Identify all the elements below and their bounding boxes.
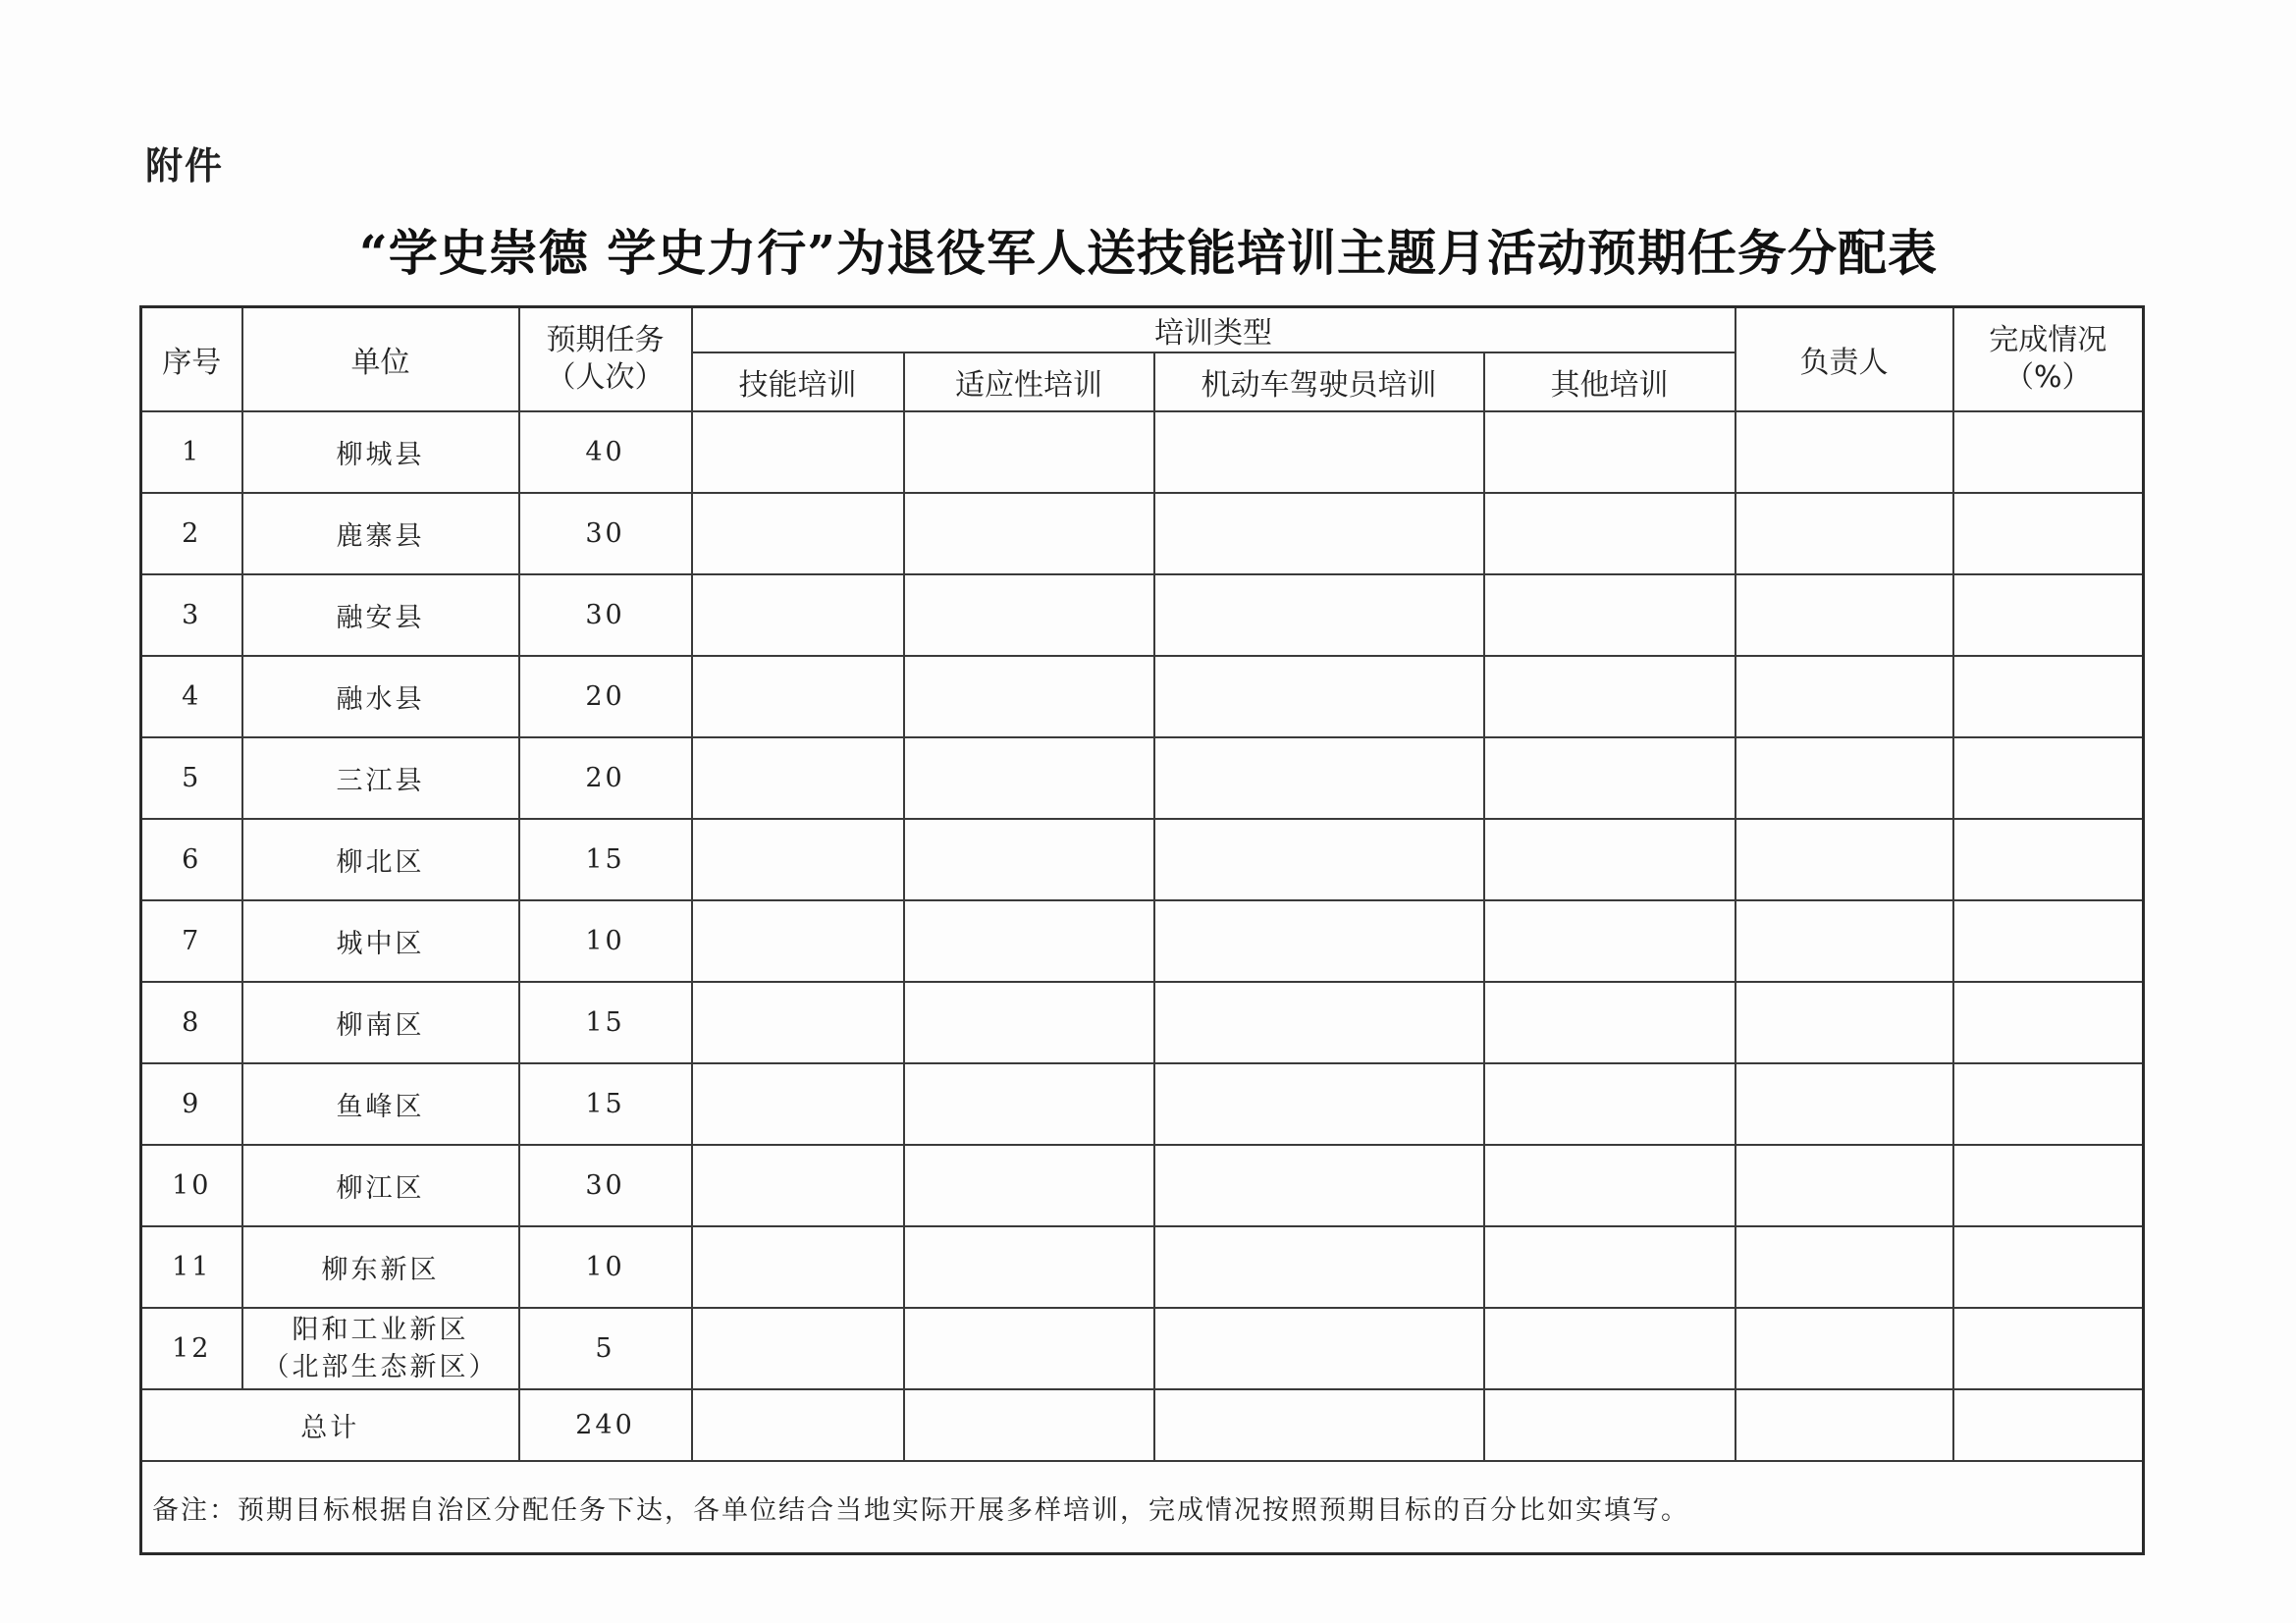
header-completion [1953,307,2144,412]
attachment-label: 附件 [145,144,225,188]
cell-seq: 8 [141,982,242,1063]
total-label: 总计 [141,1389,519,1461]
header-expected [519,307,692,412]
header-unit: 单位 [242,307,519,412]
cell-completion[interactable] [1953,1145,2144,1226]
header-seq: 序号 [141,307,242,412]
cell-responsible[interactable] [1735,1145,1953,1226]
cell-expected: 30 [519,574,692,656]
header-completion-line1: 完成情况 [1989,323,2108,357]
header-expected-line2: （人次） [546,360,665,395]
cell-driver[interactable] [1154,411,1484,493]
table-row [141,411,2144,493]
cell-other[interactable] [1484,1145,1735,1226]
cell-skill[interactable] [692,411,904,493]
note-row [141,1461,2144,1554]
cell-other[interactable] [1484,737,1735,819]
cell-responsible[interactable] [1735,1226,1953,1308]
cell-unit: 柳东新区 [242,1226,519,1308]
cell-unit: 鹿寨县 [242,493,519,574]
cell-seq: 6 [141,819,242,900]
header-other-training: 其他培训 [1484,352,1735,411]
total-row [141,1389,2144,1461]
cell-adaptive[interactable] [904,574,1154,656]
cell-driver[interactable] [1154,574,1484,656]
cell-other[interactable] [1484,574,1735,656]
cell-seq: 7 [141,900,242,982]
cell-completion[interactable] [1953,656,2144,737]
cell-expected: 15 [519,819,692,900]
cell-skill[interactable] [692,819,904,900]
cell-seq: 2 [141,493,242,574]
cell-adaptive[interactable] [904,819,1154,900]
cell-driver[interactable] [1154,737,1484,819]
cell-other[interactable] [1484,656,1735,737]
cell-skill[interactable] [692,1389,904,1461]
cell-adaptive[interactable] [904,982,1154,1063]
cell-driver[interactable] [1154,1308,1484,1389]
cell-unit-line2: （北部生态新区） [262,1351,499,1382]
header-adaptive-training: 适应性培训 [904,352,1154,411]
cell-expected: 15 [519,1063,692,1145]
cell-skill[interactable] [692,737,904,819]
cell-driver[interactable] [1154,900,1484,982]
cell-other[interactable] [1484,819,1735,900]
cell-skill[interactable] [692,493,904,574]
cell-expected: 20 [519,737,692,819]
cell-completion[interactable] [1953,1226,2144,1308]
cell-skill[interactable] [692,982,904,1063]
cell-completion[interactable] [1953,1389,2144,1461]
cell-adaptive[interactable] [904,1145,1154,1226]
cell-adaptive[interactable] [904,411,1154,493]
cell-unit-line1: 阳和工业新区 [292,1314,469,1345]
cell-adaptive[interactable] [904,737,1154,819]
table-row [141,1226,2144,1308]
cell-expected: 10 [519,900,692,982]
cell-responsible[interactable] [1735,982,1953,1063]
task-allocation-table [139,305,2145,1555]
cell-seq: 9 [141,1063,242,1145]
cell-completion[interactable] [1953,1308,2144,1389]
cell-driver[interactable] [1154,656,1484,737]
cell-expected: 10 [519,1226,692,1308]
cell-responsible[interactable] [1735,819,1953,900]
cell-completion[interactable] [1953,819,2144,900]
cell-completion[interactable] [1953,1063,2144,1145]
cell-seq: 12 [141,1308,242,1389]
cell-skill[interactable] [692,1226,904,1308]
cell-responsible[interactable] [1735,493,1953,574]
cell-seq: 3 [141,574,242,656]
cell-completion[interactable] [1953,493,2144,574]
cell-unit: 融水县 [242,656,519,737]
cell-responsible[interactable] [1735,1063,1953,1145]
cell-expected: 40 [519,411,692,493]
cell-responsible[interactable] [1735,574,1953,656]
cell-adaptive[interactable] [904,493,1154,574]
cell-unit: 柳城县 [242,411,519,493]
cell-driver[interactable] [1154,982,1484,1063]
cell-skill[interactable] [692,1063,904,1145]
cell-completion[interactable] [1953,574,2144,656]
table-row [141,1063,2144,1145]
cell-driver[interactable] [1154,819,1484,900]
cell-driver[interactable] [1154,1226,1484,1308]
cell-driver[interactable] [1154,1063,1484,1145]
cell-seq: 4 [141,656,242,737]
cell-adaptive[interactable] [904,1389,1154,1461]
cell-responsible[interactable] [1735,1389,1953,1461]
cell-completion[interactable] [1953,982,2144,1063]
note-text: 备注：预期目标根据自治区分配任务下达，各单位结合当地实际开展多样培训，完成情况按照预期目标的百分比如实填写。 [141,1461,2144,1554]
cell-unit: 柳北区 [242,819,519,900]
header-expected-line1: 预期任务 [546,323,665,357]
cell-expected: 30 [519,493,692,574]
cell-driver[interactable] [1154,1389,1484,1461]
cell-other[interactable] [1484,982,1735,1063]
cell-other[interactable] [1484,1389,1735,1461]
cell-skill[interactable] [692,900,904,982]
cell-other[interactable] [1484,1226,1735,1308]
table-row [141,656,2144,737]
cell-unit: 鱼峰区 [242,1063,519,1145]
cell-seq: 10 [141,1145,242,1226]
cell-expected: 15 [519,982,692,1063]
cell-adaptive[interactable] [904,1063,1154,1145]
cell-responsible[interactable] [1735,737,1953,819]
header-completion-line2: （%） [2003,360,2092,395]
cell-adaptive[interactable] [904,900,1154,982]
cell-expected: 30 [519,1145,692,1226]
cell-adaptive[interactable] [904,1226,1154,1308]
document-title: “学史崇德 学史力行”为退役军人送技能培训主题月活动预期任务分配表 [359,224,1938,282]
cell-unit: 三江县 [242,737,519,819]
table-row [141,1308,2144,1389]
cell-responsible[interactable] [1735,900,1953,982]
cell-seq: 1 [141,411,242,493]
cell-driver[interactable] [1154,1145,1484,1226]
total-value: 240 [519,1389,692,1461]
cell-unit [242,1308,519,1389]
cell-skill[interactable] [692,656,904,737]
cell-adaptive[interactable] [904,1308,1154,1389]
cell-responsible[interactable] [1735,656,1953,737]
cell-other[interactable] [1484,411,1735,493]
cell-other[interactable] [1484,493,1735,574]
table-row [141,982,2144,1063]
header-training-type: 培训类型 [692,307,1735,353]
cell-unit: 柳南区 [242,982,519,1063]
cell-other[interactable] [1484,1063,1735,1145]
table-row [141,819,2144,900]
cell-seq: 11 [141,1226,242,1308]
cell-completion[interactable] [1953,900,2144,982]
table-row [141,1145,2144,1226]
cell-other[interactable] [1484,1308,1735,1389]
cell-responsible[interactable] [1735,1308,1953,1389]
table-row [141,574,2144,656]
header-driver-training: 机动车驾驶员培训 [1154,352,1484,411]
cell-skill[interactable] [692,1308,904,1389]
header-skill-training: 技能培训 [692,352,904,411]
table-row [141,737,2144,819]
cell-other[interactable] [1484,900,1735,982]
header-row-1 [141,307,2144,353]
cell-expected: 20 [519,656,692,737]
cell-expected: 5 [519,1308,692,1389]
cell-responsible[interactable] [1735,411,1953,493]
cell-skill[interactable] [692,574,904,656]
cell-driver[interactable] [1154,493,1484,574]
cell-unit: 融安县 [242,574,519,656]
cell-unit: 柳江区 [242,1145,519,1226]
cell-adaptive[interactable] [904,656,1154,737]
cell-completion[interactable] [1953,737,2144,819]
cell-seq: 5 [141,737,242,819]
table-row [141,493,2144,574]
cell-skill[interactable] [692,1145,904,1226]
cell-unit: 城中区 [242,900,519,982]
table-row [141,900,2144,982]
cell-completion[interactable] [1953,411,2144,493]
header-responsible: 负责人 [1735,307,1953,412]
